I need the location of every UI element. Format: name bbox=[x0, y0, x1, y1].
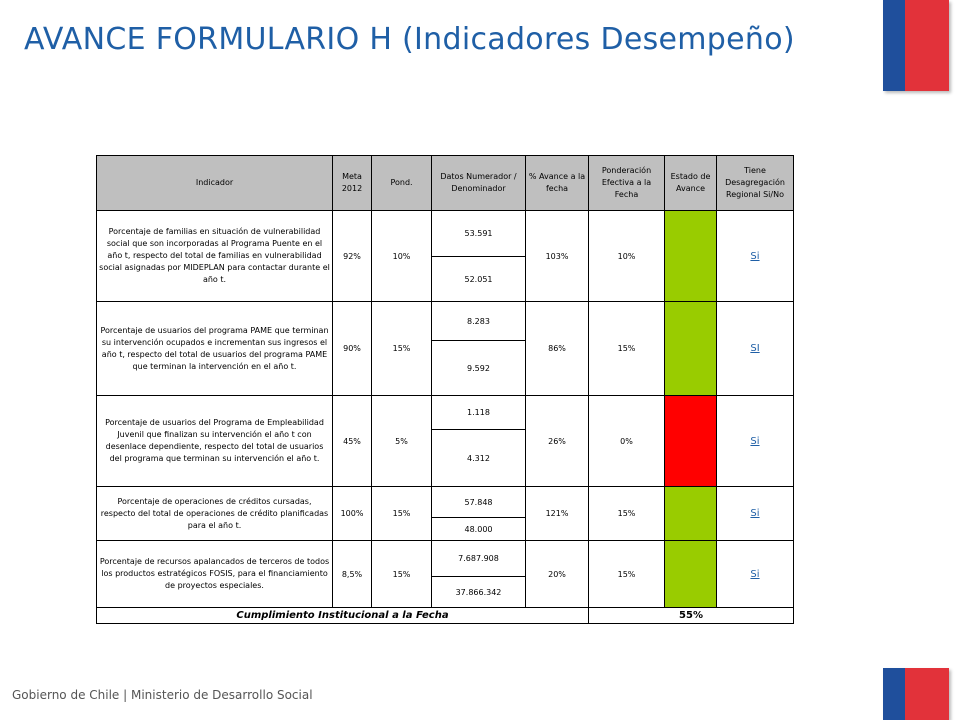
status-indicator bbox=[665, 541, 717, 608]
avance-cell: 121% bbox=[526, 487, 589, 541]
status-indicator bbox=[665, 396, 717, 487]
desagregacion-link[interactable]: Si bbox=[750, 250, 760, 262]
indicator-text: Porcentaje de operaciones de créditos cursadas, respecto del total de operaciones de crédito planificadas para el año t. bbox=[97, 487, 333, 541]
footer-text: Gobierno de Chile | Ministerio de Desarrollo Social bbox=[12, 688, 313, 702]
ponderacion-cell: 0% bbox=[589, 396, 665, 487]
header-datos: Datos Numerador / Denominador bbox=[432, 156, 526, 211]
desagregacion-cell bbox=[717, 541, 794, 608]
status-indicator bbox=[665, 302, 717, 396]
status-indicator bbox=[665, 211, 717, 302]
chile-flag-logo-bottom bbox=[883, 668, 949, 720]
status-indicator bbox=[665, 487, 717, 541]
desagregacion-cell bbox=[717, 396, 794, 487]
indicator-text: Porcentaje de usuarios del programa PAME que terminan su intervención ocupados e incrementan sus ingresos el año t, respecto del total de usuarios del programa PAME que terminan la intervención en el año t. bbox=[97, 302, 333, 396]
pond-cell: 5% bbox=[372, 396, 432, 487]
numerator-cell: 57.848 bbox=[432, 487, 526, 518]
page-title: AVANCE FORMULARIO H (Indicadores Desempeño) bbox=[24, 22, 795, 57]
desagregacion-link[interactable]: Si bbox=[750, 435, 760, 447]
pond-cell: 10% bbox=[372, 211, 432, 302]
meta-cell: 8,5% bbox=[333, 541, 372, 608]
numerator-cell: 53.591 bbox=[432, 211, 526, 257]
header-pond: Pond. bbox=[372, 156, 432, 211]
desagregacion-cell bbox=[717, 211, 794, 302]
summary-row bbox=[97, 608, 794, 624]
table-row bbox=[97, 541, 794, 577]
table-row bbox=[97, 302, 794, 341]
indicators-table bbox=[96, 155, 794, 624]
pond-cell: 15% bbox=[372, 487, 432, 541]
desagregacion-link[interactable]: Si bbox=[750, 508, 760, 519]
ponderacion-cell: 15% bbox=[589, 541, 665, 608]
numerator-cell: 8.283 bbox=[432, 302, 526, 341]
denominator-cell: 9.592 bbox=[432, 341, 526, 396]
indicator-text: Porcentaje de recursos apalancados de terceros de todos los productos estratégicos FOSIS, para el financiamiento de proyectos especiales. bbox=[97, 541, 333, 608]
ponderacion-cell: 15% bbox=[589, 302, 665, 396]
table-row bbox=[97, 396, 794, 430]
desagregacion-cell bbox=[717, 487, 794, 541]
meta-cell: 90% bbox=[333, 302, 372, 396]
header-ponderacion: Ponderación Efectiva a la Fecha bbox=[589, 156, 665, 211]
meta-cell: 100% bbox=[333, 487, 372, 541]
denominator-cell: 48.000 bbox=[432, 518, 526, 541]
avance-cell: 20% bbox=[526, 541, 589, 608]
table-row bbox=[97, 211, 794, 257]
denominator-cell: 4.312 bbox=[432, 430, 526, 487]
avance-cell: 26% bbox=[526, 396, 589, 487]
summary-value: 55% bbox=[589, 608, 794, 624]
pond-cell: 15% bbox=[372, 302, 432, 396]
ponderacion-cell: 10% bbox=[589, 211, 665, 302]
desagregacion-link[interactable]: SI bbox=[750, 343, 760, 354]
summary-label: Cumplimiento Institucional a la Fecha bbox=[97, 608, 589, 624]
ponderacion-cell: 15% bbox=[589, 487, 665, 541]
indicator-text: Porcentaje de usuarios del Programa de Empleabilidad Juvenil que finalizan su intervención el año t con desenlace dependiente, respecto del total de usuarios del programa que terminan su intervención el año t. bbox=[97, 396, 333, 487]
chile-flag-logo-top bbox=[883, 0, 949, 91]
avance-cell: 86% bbox=[526, 302, 589, 396]
denominator-cell: 52.051 bbox=[432, 257, 526, 302]
header-avance: % Avance a la fecha bbox=[526, 156, 589, 211]
meta-cell: 45% bbox=[333, 396, 372, 487]
denominator-cell: 37.866.342 bbox=[432, 577, 526, 608]
header-meta: Meta 2012 bbox=[333, 156, 372, 211]
header-indicador: Indicador bbox=[97, 156, 333, 211]
meta-cell: 92% bbox=[333, 211, 372, 302]
table-row bbox=[97, 487, 794, 518]
numerator-cell: 7.687.908 bbox=[432, 541, 526, 577]
header-desagregacion: Tiene Desagregación Regional Si/No bbox=[717, 156, 794, 211]
numerator-cell: 1.118 bbox=[432, 396, 526, 430]
header-estado: Estado de Avance bbox=[665, 156, 717, 211]
pond-cell: 15% bbox=[372, 541, 432, 608]
desagregacion-link[interactable]: Si bbox=[750, 568, 760, 580]
table-header-row bbox=[97, 156, 794, 211]
avance-cell: 103% bbox=[526, 211, 589, 302]
desagregacion-cell bbox=[717, 302, 794, 396]
indicator-text: Porcentaje de familias en situación de vulnerabilidad social que son incorporadas al Programa Puente en el año t, respecto del total de familias en vulnerabilidad social asignadas por MIDEPLAN para contactar durante el año t. bbox=[97, 211, 333, 302]
